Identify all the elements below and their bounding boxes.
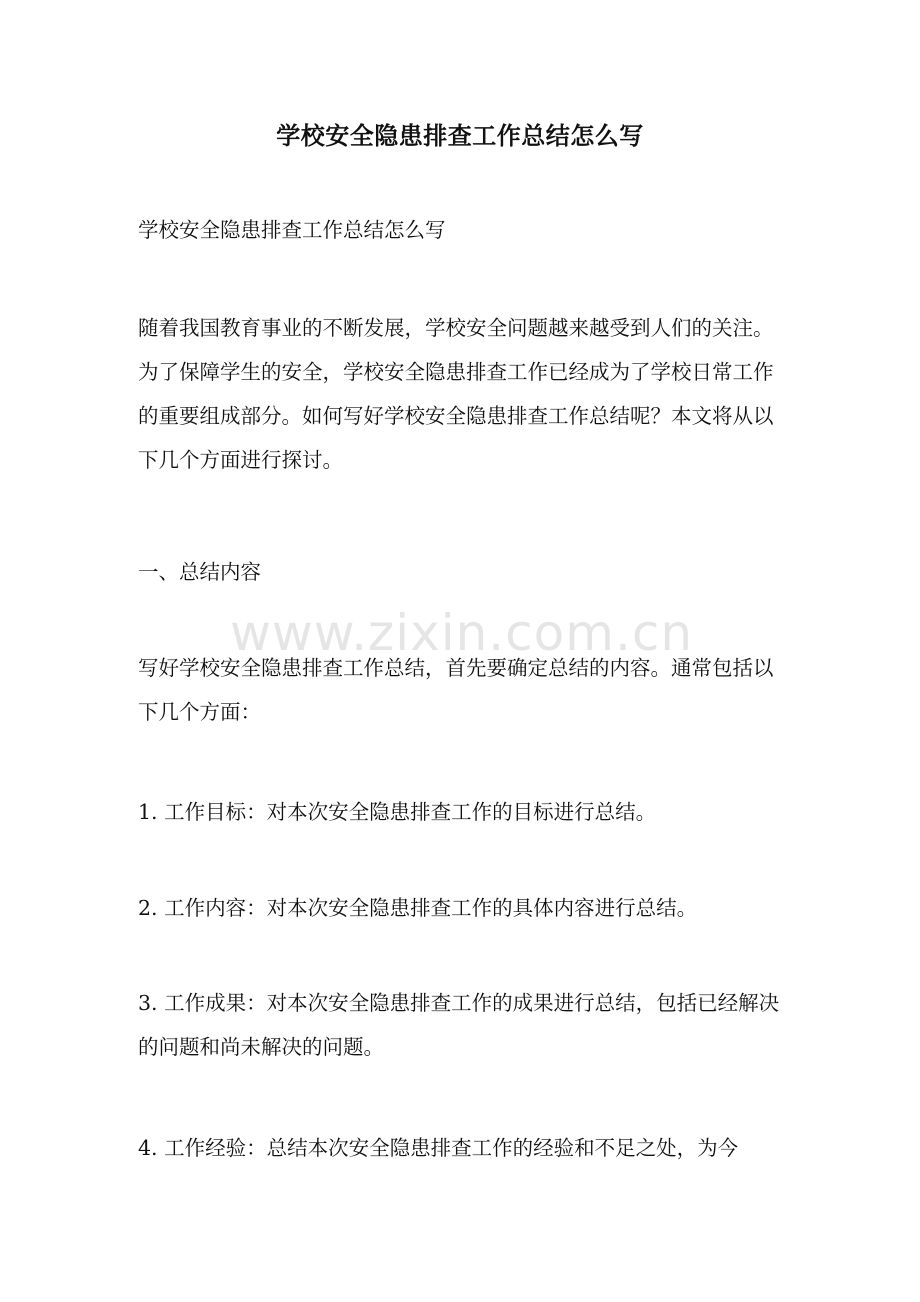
list-item	[138, 981, 788, 1069]
list-item-text: 4. 工作经验：总结本次安全隐患排查工作的经验和不足之处，为今	[138, 1136, 739, 1160]
intro-paragraph	[138, 306, 788, 482]
section-paragraph-text: 写好学校安全隐患排查工作总结，首先要确定总结的内容。通常包括以下几个方面：	[138, 656, 774, 724]
document-subtitle	[138, 208, 788, 252]
section-paragraph	[138, 646, 788, 734]
list-item-text: 1. 工作目标：对本次安全隐患排查工作的目标进行总结。	[138, 800, 657, 824]
list-item-text: 3. 工作成果：对本次安全隐患排查工作的成果进行总结，包括已经解决的问题和尚未解决的问题。	[138, 991, 780, 1059]
section-heading	[138, 550, 788, 594]
document-title: 学校安全隐患排查工作总结怎么写	[276, 121, 644, 150]
intro-text: 随着我国教育事业的不断发展，学校安全问题越来越受到人们的关注。为了保障学生的安全，学校安全隐患排查工作已经成为了学校日常工作的重要组成部分。如何写好学校安全隐患排查工作总结呢？本文将从以下几个方面进行探讨。	[138, 316, 774, 472]
section-heading-text: 一、总结内容	[138, 560, 261, 584]
list-item-text: 2. 工作内容：对本次安全隐患排查工作的具体内容进行总结。	[138, 896, 698, 920]
list-item	[138, 886, 788, 930]
subtitle-text: 学校安全隐患排查工作总结怎么写	[138, 218, 446, 242]
watermark: www.zixin.com.cn	[230, 604, 694, 662]
list-item	[138, 1126, 788, 1170]
list-item	[138, 790, 788, 834]
